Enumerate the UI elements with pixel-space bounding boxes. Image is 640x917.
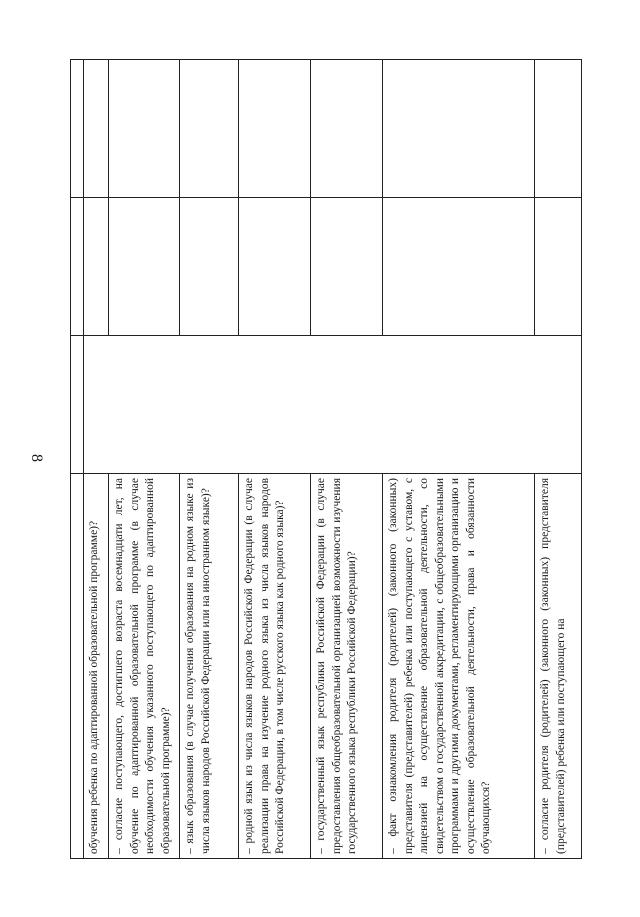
checklist-table [70, 59, 582, 859]
table-cell [311, 59, 383, 197]
table-cell [84, 197, 109, 335]
table-cell [180, 59, 239, 197]
table-cell [84, 335, 582, 473]
table-cell [383, 197, 535, 335]
table-cell [311, 197, 383, 335]
table-cell [535, 59, 582, 197]
question-cell: – факт ознакомления родителя (родителей) (законного (законных) представителя (представителей) ребенка или поступающего с уставом, с лицензией на осуществление образовательной деятельности, со свидетельством о государственной аккредитации, с общеобразовательными программами и другими документами, регламентирующими организацию и осуществление образовательной деятельности, права и обязанности обучающихся? [383, 473, 535, 858]
table-cell [535, 197, 582, 335]
question-cell: обучения ребенка по адаптированной образовательной программе)? [84, 473, 109, 858]
table-cell [180, 197, 239, 335]
question-cell: – согласие поступающего, достигшего возраста восемнадцати лет, на обучение по адаптированной образовательной программе (в случае необходимости обучения указанного поступающего по адаптированной образовательной программе)? [109, 473, 180, 858]
table-cell [239, 197, 311, 335]
table-cell [109, 197, 180, 335]
page-sheet [70, 59, 570, 859]
table-cell [71, 473, 84, 858]
table-row [84, 59, 109, 858]
question-cell: – согласие родителя (родителей) (законного (законных) представителя (представителей) ребенка или поступающего на [535, 473, 582, 858]
table-cell [71, 59, 84, 197]
question-cell: – язык образования (в случае получения образования на родном языке из числа языков народов Российской Федерации или на иностранном языке)? [180, 473, 239, 858]
question-cell: – родной язык из числа языков народов Российской Федерации (в случае реализации права на изучение родного языка из числа языков народов Российской Федерации, в том числе русского языка как родного языка)? [239, 473, 311, 858]
table-cell [383, 59, 535, 197]
page-number: 8 [28, 454, 45, 462]
question-cell: – государственный язык республики Российской Федерации (в случае предоставления общеобразовательной организацией возможности изучения государственного языка республики Российской Федерации)? [311, 473, 383, 858]
table-row [71, 59, 84, 858]
table-cell [109, 59, 180, 197]
table-cell [71, 197, 84, 335]
table-cell [239, 59, 311, 197]
table-cell [71, 335, 84, 473]
table-cell [84, 59, 109, 197]
